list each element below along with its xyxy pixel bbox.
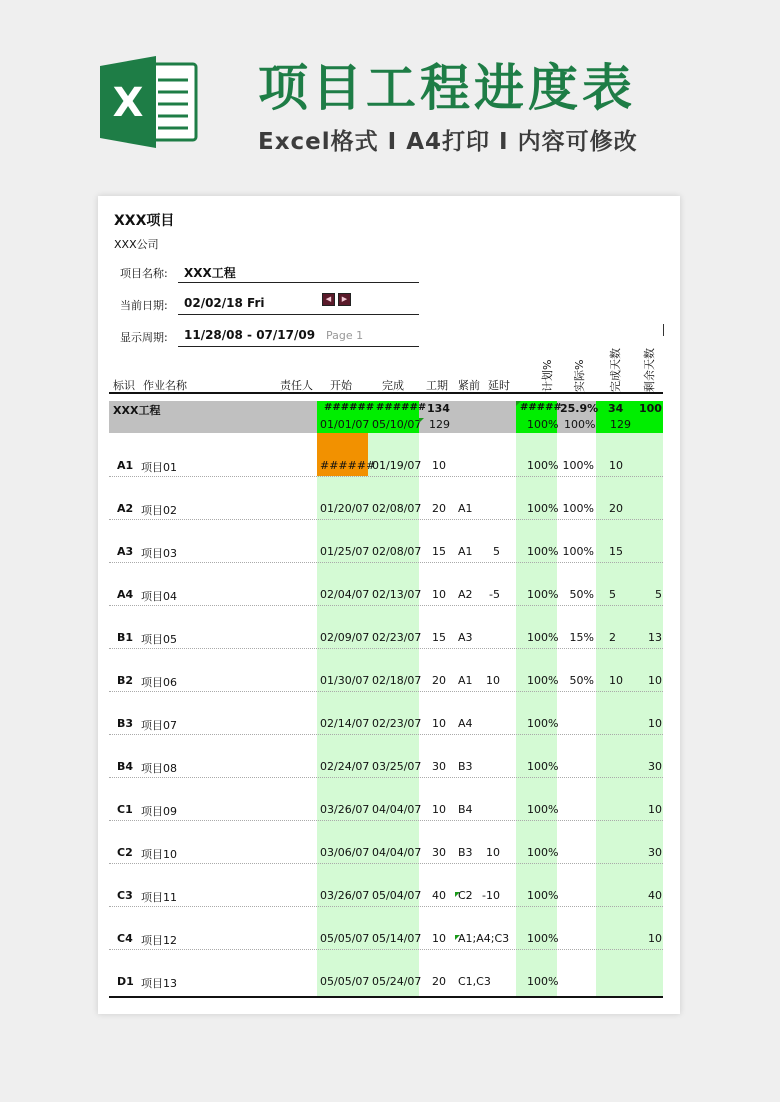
task-name: 项目05 (141, 633, 177, 646)
task-duration: 30 (432, 846, 446, 859)
task-id: C2 (117, 846, 133, 859)
summary-plan-pct: 100% (527, 418, 559, 431)
col-header-done-days: 完成天数 (609, 348, 622, 392)
col-header-duration: 工期 (426, 379, 448, 392)
task-plan-pct: 100% (527, 889, 559, 902)
summary-finish-hash: ###### (376, 402, 427, 413)
task-finish: 02/23/07 (372, 717, 422, 730)
summary-actual-pct2: 100% (564, 418, 596, 431)
plan-column-highlight (516, 433, 557, 996)
summary-done-days: 34 (608, 402, 624, 415)
task-duration: 10 (432, 717, 446, 730)
task-name: 项目04 (141, 590, 177, 603)
task-remain-days: 13 (648, 631, 662, 644)
task-id: A3 (117, 545, 134, 558)
banner-title: 项目工程进度表 (258, 59, 636, 117)
summary-remain-days: 100 (639, 402, 662, 415)
days-column-highlight (596, 433, 663, 996)
task-start: 01/25/07 (320, 545, 370, 558)
task-id: B3 (117, 717, 134, 730)
task-predecessor: B3 (458, 846, 473, 859)
col-header-remain-days: 剩余天数 (643, 348, 656, 392)
task-duration: 10 (432, 459, 446, 472)
task-duration: 15 (432, 631, 446, 644)
summary-plan-hash: ##### (520, 402, 562, 413)
task-name: 项目13 (141, 977, 177, 990)
current-date-field[interactable]: 02/02/18 Fri (184, 296, 265, 310)
task-duration: 20 (432, 674, 446, 687)
task-actual-pct: 50% (569, 588, 594, 601)
task-remain-days: 5 (655, 588, 662, 601)
col-header-plan-pct: 计划% (541, 359, 554, 392)
task-remain-days: 10 (648, 717, 662, 730)
page-indicator: Page 1 (326, 329, 364, 342)
task-finish: 02/23/07 (372, 631, 422, 644)
task-plan-pct: 100% (527, 674, 559, 687)
task-start: 02/04/07 (320, 588, 370, 601)
task-duration: 30 (432, 760, 446, 773)
task-start: 02/09/07 (320, 631, 370, 644)
task-start: 03/06/07 (320, 846, 370, 859)
task-plan-pct: 100% (527, 631, 559, 644)
task-finish: 02/08/07 (372, 545, 422, 558)
task-plan-pct: 100% (527, 803, 559, 816)
task-done-days: 15 (609, 545, 623, 558)
task-delay: 10 (486, 846, 500, 859)
task-finish: 05/14/07 (372, 932, 422, 945)
task-name: 项目12 (141, 934, 177, 947)
task-plan-pct: 100% (527, 459, 559, 472)
prev-period-button[interactable] (322, 293, 335, 306)
task-start: ###### (320, 459, 376, 472)
spreadsheet-page (98, 196, 680, 1014)
task-start: 01/30/07 (320, 674, 370, 687)
task-delay: 5 (493, 545, 500, 558)
excel-icon (100, 56, 198, 148)
next-period-button[interactable] (338, 293, 351, 306)
task-finish: 05/24/07 (372, 975, 422, 988)
task-predecessor: C2 (458, 889, 473, 902)
task-name: 项目02 (141, 504, 177, 517)
col-header-id: 标识 (113, 379, 135, 392)
task-id: C1 (117, 803, 133, 816)
task-predecessor: A1 (458, 674, 473, 687)
task-remain-days: 40 (648, 889, 662, 902)
task-finish: 02/18/07 (372, 674, 422, 687)
col-header-finish: 完成 (382, 379, 404, 392)
task-plan-pct: 100% (527, 846, 559, 859)
task-predecessor: A3 (458, 631, 473, 644)
task-start: 03/26/07 (320, 889, 370, 902)
task-finish: 03/25/07 (372, 760, 422, 773)
task-start: 03/26/07 (320, 803, 370, 816)
task-duration: 15 (432, 545, 446, 558)
task-name: 项目01 (141, 461, 177, 474)
task-actual-pct: 100% (562, 502, 594, 515)
col-header-delay: 延时 (488, 379, 510, 392)
task-name: 项目03 (141, 547, 177, 560)
task-done-days: 20 (609, 502, 623, 515)
col-header-actual-pct: 实际% (573, 359, 586, 392)
task-plan-pct: 100% (527, 717, 559, 730)
task-done-days: 10 (609, 459, 623, 472)
task-duration: 40 (432, 889, 446, 902)
summary-done-days2: 129 (610, 418, 631, 431)
task-done-days: 5 (609, 588, 616, 601)
task-predecessor: A1 (458, 545, 473, 558)
task-plan-pct: 100% (527, 502, 559, 515)
task-remain-days: 30 (648, 846, 662, 859)
banner-subtitle: Excel格式 I A4打印 I 内容可修改 (258, 129, 638, 155)
task-finish: 02/08/07 (372, 502, 422, 515)
task-start: 05/05/07 (320, 932, 370, 945)
task-id: A4 (117, 588, 134, 601)
task-id: C3 (117, 889, 133, 902)
summary-finish: 05/10/07 (372, 418, 422, 431)
task-duration: 20 (432, 975, 446, 988)
display-period-label: 显示周期: (120, 331, 168, 344)
col-header-start: 开始 (330, 379, 352, 392)
task-predecessor: A1;A4;C3 (458, 932, 510, 945)
task-duration: 10 (432, 588, 446, 601)
task-plan-pct: 100% (527, 760, 559, 773)
task-actual-pct: 15% (569, 631, 594, 644)
project-title: XXX项目 (114, 213, 175, 229)
current-date-label: 当前日期: (120, 299, 168, 312)
task-done-days: 2 (609, 631, 616, 644)
col-header-name: 作业名称 (143, 379, 187, 392)
task-duration: 20 (432, 502, 446, 515)
display-period-field[interactable]: 11/28/08 - 07/17/09 (184, 328, 316, 342)
task-name: 项目07 (141, 719, 177, 732)
task-plan-pct: 100% (527, 588, 559, 601)
task-plan-pct: 100% (527, 545, 559, 558)
task-delay: 10 (486, 674, 500, 687)
task-actual-pct: 50% (569, 674, 594, 687)
task-finish: 02/13/07 (372, 588, 422, 601)
task-name: 项目10 (141, 848, 177, 861)
next-icon: ▶ (341, 295, 348, 303)
summary-actual-pct: 25.9% (560, 402, 599, 415)
task-start: 02/14/07 (320, 717, 370, 730)
task-finish: 05/04/07 (372, 889, 422, 902)
task-actual-pct: 100% (562, 545, 594, 558)
task-predecessor: A4 (458, 717, 473, 730)
task-name: 项目09 (141, 805, 177, 818)
task-delay: -5 (489, 588, 500, 601)
task-predecessor: C1,C3 (458, 975, 491, 988)
task-name: 项目06 (141, 676, 177, 689)
summary-duration: 134 (427, 402, 450, 415)
task-start: 01/20/07 (320, 502, 370, 515)
task-name: 项目11 (141, 891, 177, 904)
company-name: XXX公司 (114, 238, 159, 251)
task-id: A2 (117, 502, 134, 515)
task-actual-pct: 100% (562, 459, 594, 472)
task-predecessor: A2 (458, 588, 473, 601)
date-column-highlight (317, 433, 422, 996)
summary-start-hash: ###### (324, 402, 375, 413)
task-start: 02/24/07 (320, 760, 370, 773)
task-duration: 10 (432, 803, 446, 816)
task-id: B2 (117, 674, 134, 687)
task-plan-pct: 100% (527, 932, 559, 945)
task-name: 项目08 (141, 762, 177, 775)
task-remain-days: 30 (648, 760, 662, 773)
summary-start: 01/01/07 (320, 418, 370, 431)
project-name-label: 项目名称: (120, 267, 168, 280)
task-remain-days: 10 (648, 674, 662, 687)
project-name-field[interactable]: XXX工程 (184, 266, 236, 280)
task-finish: 01/19/07 (372, 459, 422, 472)
summary-name: XXX工程 (113, 404, 161, 417)
task-predecessor: B3 (458, 760, 473, 773)
task-remain-days: 10 (648, 932, 662, 945)
task-predecessor: B4 (458, 803, 473, 816)
task-done-days: 10 (609, 674, 623, 687)
task-remain-days: 10 (648, 803, 662, 816)
prev-icon: ◀ (325, 295, 332, 303)
task-id: A1 (117, 459, 134, 472)
logo-letter: X (112, 80, 144, 126)
task-finish: 04/04/07 (372, 803, 422, 816)
task-plan-pct: 100% (527, 975, 559, 988)
task-finish: 04/04/07 (372, 846, 422, 859)
task-id: C4 (117, 932, 133, 945)
task-duration: 10 (432, 932, 446, 945)
task-id: D1 (117, 975, 134, 988)
task-predecessor: A1 (458, 502, 473, 515)
task-start: 05/05/07 (320, 975, 370, 988)
col-header-owner: 责任人 (280, 379, 313, 392)
task-id: B1 (117, 631, 134, 644)
task-delay: -10 (482, 889, 500, 902)
col-header-predecessor: 紧前 (458, 379, 480, 392)
task-id: B4 (117, 760, 134, 773)
summary-duration2: 129 (429, 418, 450, 431)
